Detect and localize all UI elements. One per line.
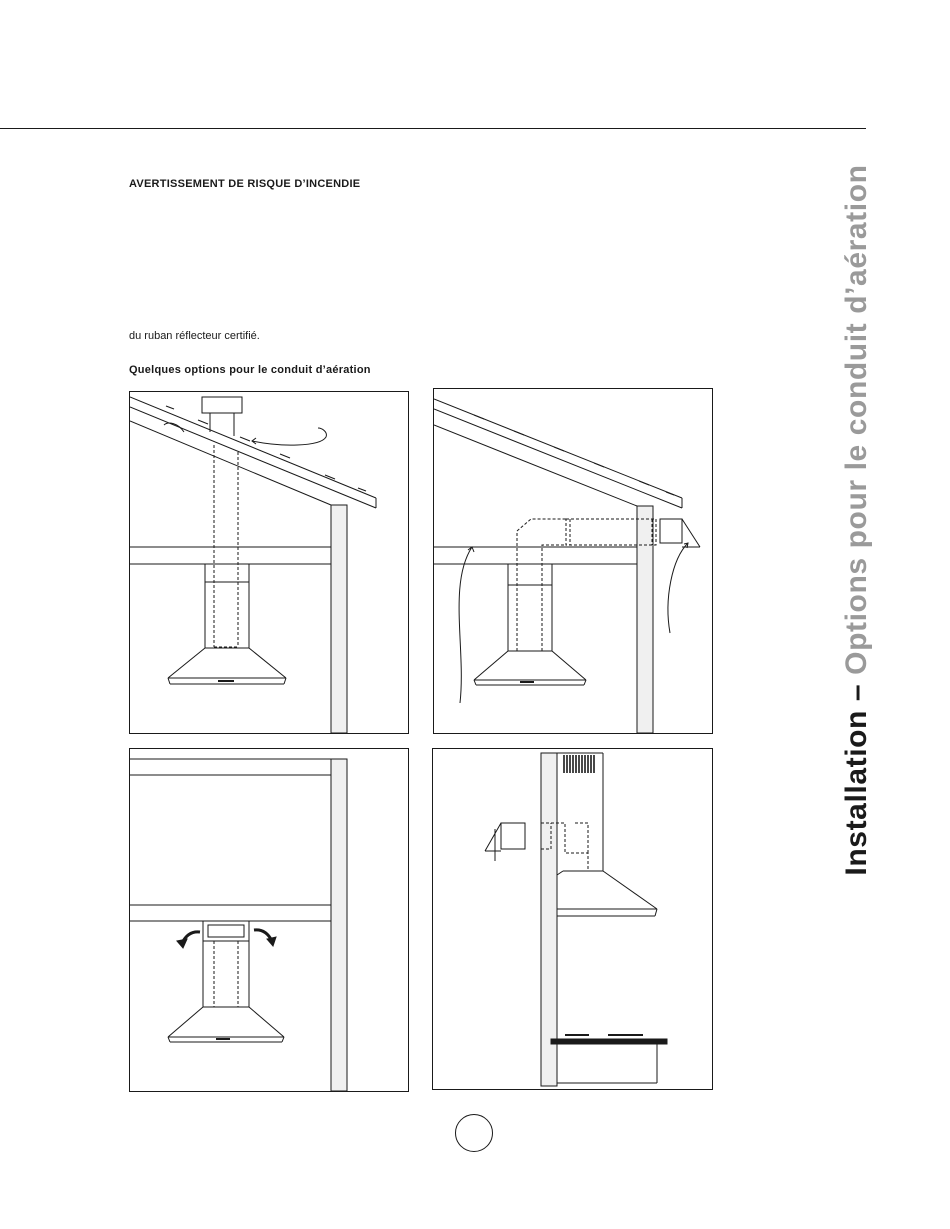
side-title-dark: Installation – — [840, 674, 873, 876]
top-rule — [0, 128, 866, 129]
page-number-circle — [455, 1114, 493, 1152]
attic-duct-wall-cap-diagram — [434, 389, 712, 733]
figure-roof-vent — [129, 391, 409, 734]
figure-wall-vent-through-attic — [433, 388, 713, 734]
vent-options-heading: Quelques options pour le conduit d’aération — [129, 364, 371, 376]
figure-wall-mount-exterior-wall — [432, 748, 713, 1090]
roof-cap-duct-diagram — [130, 392, 408, 733]
side-section-title — [842, 164, 872, 875]
wall-hood-exterior-cap-diagram — [433, 749, 712, 1089]
recirculation-arrows-diagram — [130, 749, 408, 1091]
side-title-gray: Options pour le conduit d’aération — [840, 164, 873, 675]
fire-warning-heading: AVERTISSEMENT DE RISQUE D’INCENDIE — [129, 178, 361, 190]
figure-recirculating — [129, 748, 409, 1092]
body-text: du ruban réflecteur certifié. — [129, 330, 260, 342]
